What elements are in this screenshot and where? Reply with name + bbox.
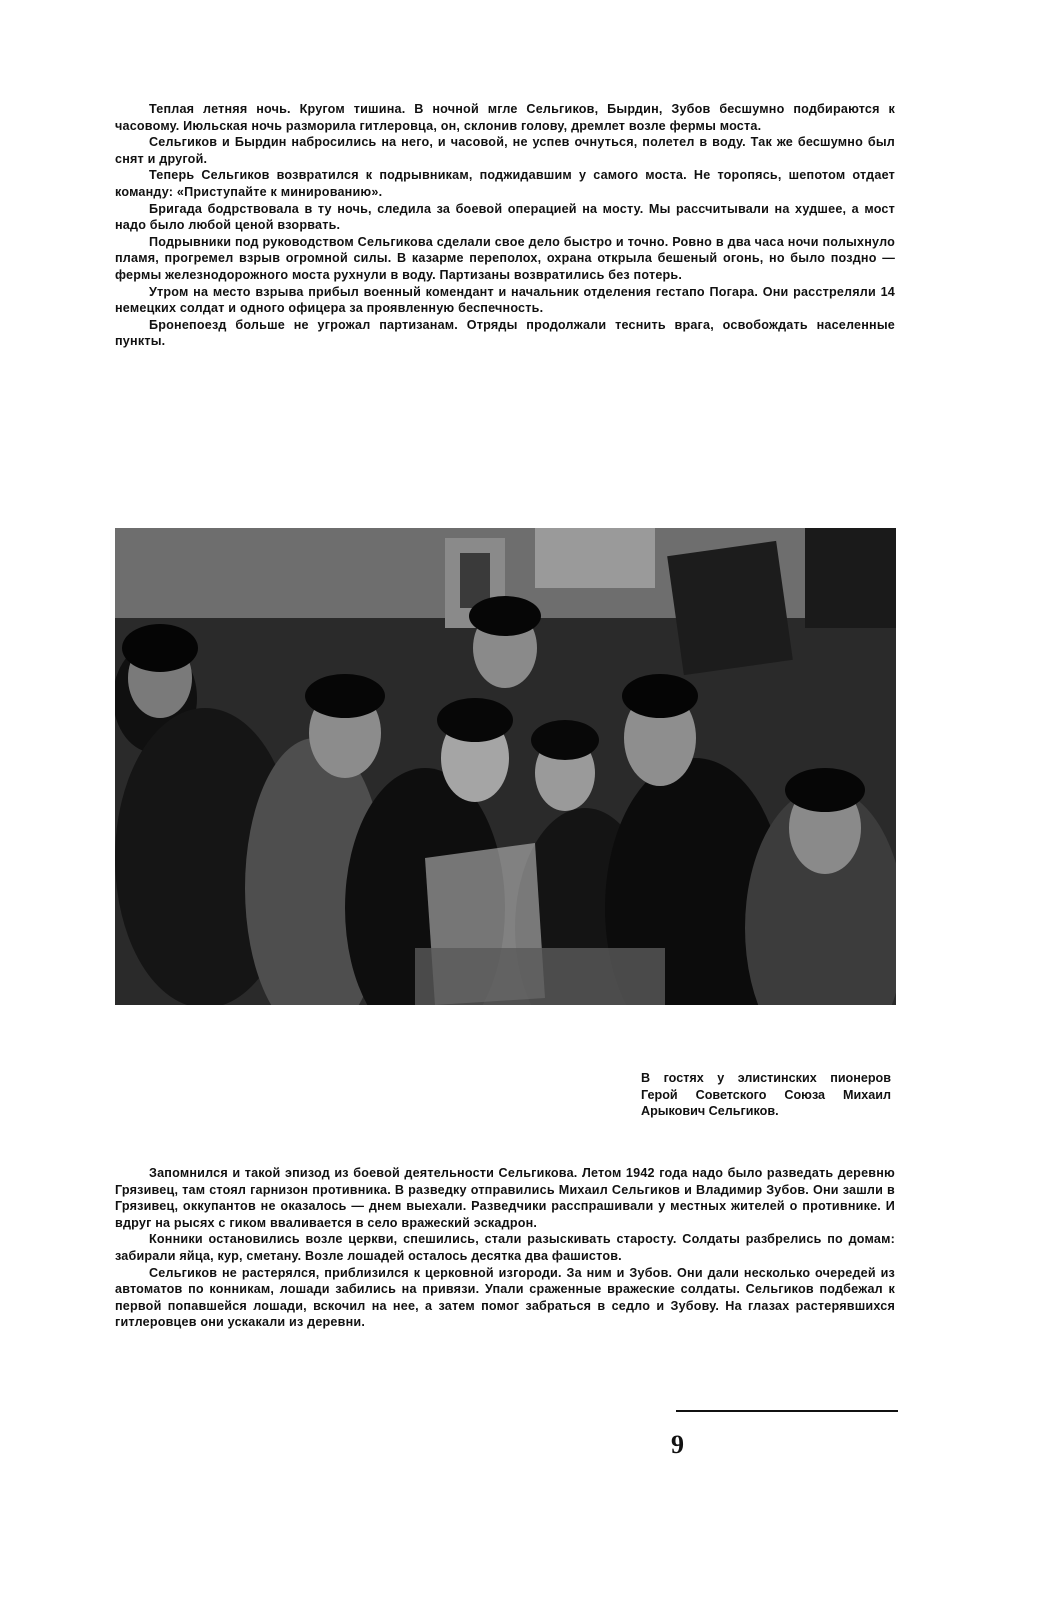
footer-divider bbox=[676, 1410, 898, 1412]
paragraph: Утром на место взрыва прибыл военный комендант и начальник отделения гестапо Погара. Они расстреляли 14 немецких солдат и одного офицера за проявленную беспечность. bbox=[115, 284, 895, 316]
paragraph: Бригада бодрствовала в ту ночь, следила за боевой операцией на мосту. Мы рассчитывали на худшее, а мост надо было любой ценой взорвать. bbox=[115, 201, 895, 233]
paragraph: Теплая летняя ночь. Кругом тишина. В ночной мгле Сельгиков, Бырдин, Зубов бесшумно подбираются к часовому. Июльская ночь разморила гитлеровца, он, склонив голову, дремлет возле фермы моста. bbox=[115, 102, 895, 133]
paragraph: Бронепоезд больше не угрожал партизанам. Отряды продолжали теснить врага, освобождать населенные пункты. bbox=[115, 317, 895, 349]
paragraph: Подрывники под руководством Сельгикова сделали свое дело быстро и точно. Ровно в два часа ночи полыхнуло пламя, прогремел взрыв огромной силы. В казарме переполох, охрана открыла бешеный огонь, но было поздно — фермы железнодорожного моста рухнули в воду. Партизаны возвратились без потерь. bbox=[115, 234, 895, 282]
group-photograph bbox=[115, 528, 896, 1005]
article-text-bottom bbox=[115, 1165, 895, 1331]
paragraph: Сельгиков не растерялся, приблизился к церковной изгороди. За ним и Зубов. Они дали несколько очередей из автоматов по конникам, лошади забились на привязи. Упали сраженные вражеские солдаты. Сельгиков подбежал к первой попавшейся лошади, вскочил на нее, а затем помог забраться в седло и Зубову. На глазах растерявшихся гитлеровцев они ускакали из деревни. bbox=[115, 1265, 895, 1330]
caption-text: В гостях у элистинских пионеров Герой Советского Союза Михаил Арыкович Сельгиков. bbox=[641, 1071, 891, 1119]
photo-caption bbox=[641, 1070, 891, 1120]
paragraph: Теперь Сельгиков возвратился к подрывникам, поджидавшим у самого моста. Не торопясь, шепотом отдает команду: «Приступайте к минированию». bbox=[115, 168, 895, 199]
paragraph: Сельгиков и Бырдин набросились на него, и часовой, не успев очнуться, полетел в воду. Так же бесшумно был снят и другой. bbox=[115, 135, 895, 166]
paragraph: Запомнился и такой эпизод из боевой деятельности Сельгикова. Летом 1942 года надо было разведать деревню Грязивец, там стоял гарнизон противника. В разведку отправились Михаил Сельгиков и Владимир Зубов. Они зашли в Грязивец, оккупантов не оказалось — днем выехали. Разведчики расспрашивали у местных жителей о противнике. И вдруг на рысях с гиком вваливается в село вражеский эскадрон. bbox=[115, 1166, 895, 1230]
paragraph: Конники остановились возле церкви, спешились, стали разыскивать старосту. Солдаты разбрелись по домам: забирали яйца, кур, сметану. Возле лошадей осталось десятка два фашистов. bbox=[115, 1232, 895, 1263]
article-text-top bbox=[115, 101, 895, 350]
page-number: 9 bbox=[671, 1430, 684, 1459]
